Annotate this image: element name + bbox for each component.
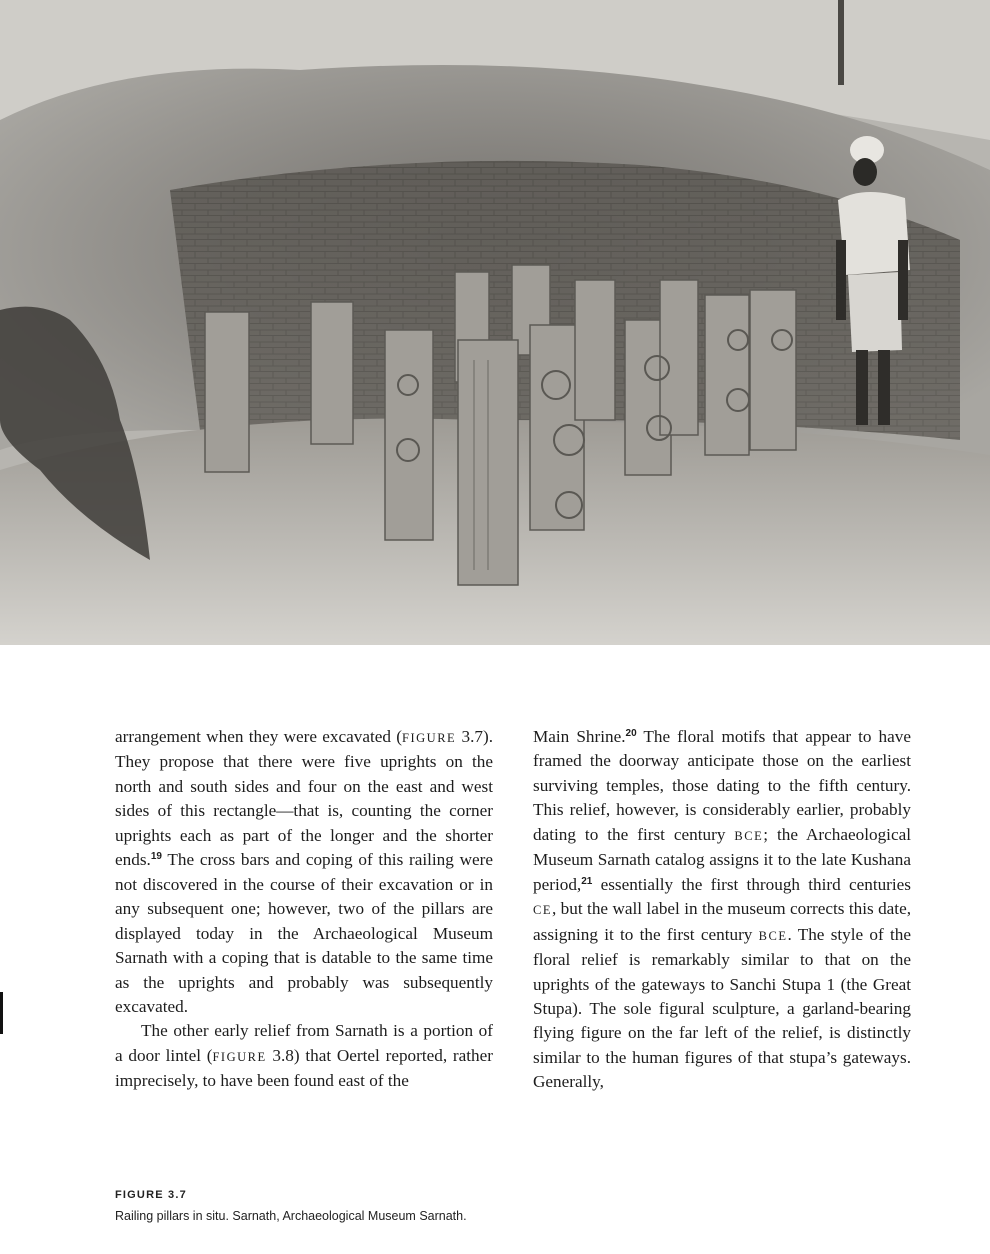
text-run: 3.8) that Oertel reported, rather imprecisely, to have been found east of the <box>115 1045 493 1091</box>
footnote-marker: 20 <box>625 728 637 739</box>
paragraph <box>115 725 493 1019</box>
text-run: . The style of the floral relief is remarkably similar to that on the uprights of the gateways to Sanchi Stupa 1 (the Great Stupa). The sole figural sculpture, a garland-bearing flying figure on the far left of the relief, is distinctly similar to the human figures of that stupa’s gateways. Generally, <box>533 924 912 1092</box>
page-edge-mark <box>0 992 3 1034</box>
footnote-marker: 19 <box>150 851 162 863</box>
paragraph <box>115 1019 493 1093</box>
photo-faint-inscription <box>243 33 943 42</box>
text-run: ; the Archaeological Museum Sarnath catalog assigns it to the late Kushana period, <box>533 824 911 894</box>
text-run: Main Shrine. <box>533 727 626 746</box>
figure-reference: FIGURE <box>212 1049 267 1064</box>
text-run: The other early relief from Sarnath is a portion of a door lintel ( <box>115 1021 493 1065</box>
text-run: essentially the first through third centuries <box>592 874 911 894</box>
text-run: The cross bars and coping of this railing were not discovered in the course of their excavation or in any subsequent one; however, two of the pillars are displayed today in the Archaeological Museum Sarnath with a coping that is datable to the same time as the uprights and probably was subsequently excavated. <box>115 850 493 1016</box>
era-abbreviation: CE <box>533 903 552 918</box>
text-run: , but the wall label in the museum corrects this date, assigning it to the first century <box>533 899 911 944</box>
era-abbreviation: BCE <box>734 828 764 843</box>
footnote-marker: 21 <box>581 875 593 887</box>
figure-reference: FIGURE <box>402 731 457 745</box>
figure-caption: Railing pillars in situ. Sarnath, Archaeological Museum Sarnath. <box>115 1209 467 1223</box>
text-run: 3.7). They propose that there were five uprights on the north and south sides and four on the east and west sides of this rectangle—that is, counting the corner uprights each as part of the longer and the shorter ends. <box>115 727 493 870</box>
paragraph <box>533 725 911 1095</box>
era-abbreviation: BCE <box>758 928 788 943</box>
text-column-left <box>115 725 493 1094</box>
figure-label: FIGURE 3.7 <box>115 1189 187 1201</box>
text-run: arrangement when they were excavated ( <box>115 727 403 746</box>
text-run: The floral motifs that appear to have framed the doorway anticipate those on the earliest surviving temples, those dating to the fifth century. This relief, however, is considerably earlier, probably dating to the first century <box>533 727 911 844</box>
text-column-right <box>533 725 911 1095</box>
